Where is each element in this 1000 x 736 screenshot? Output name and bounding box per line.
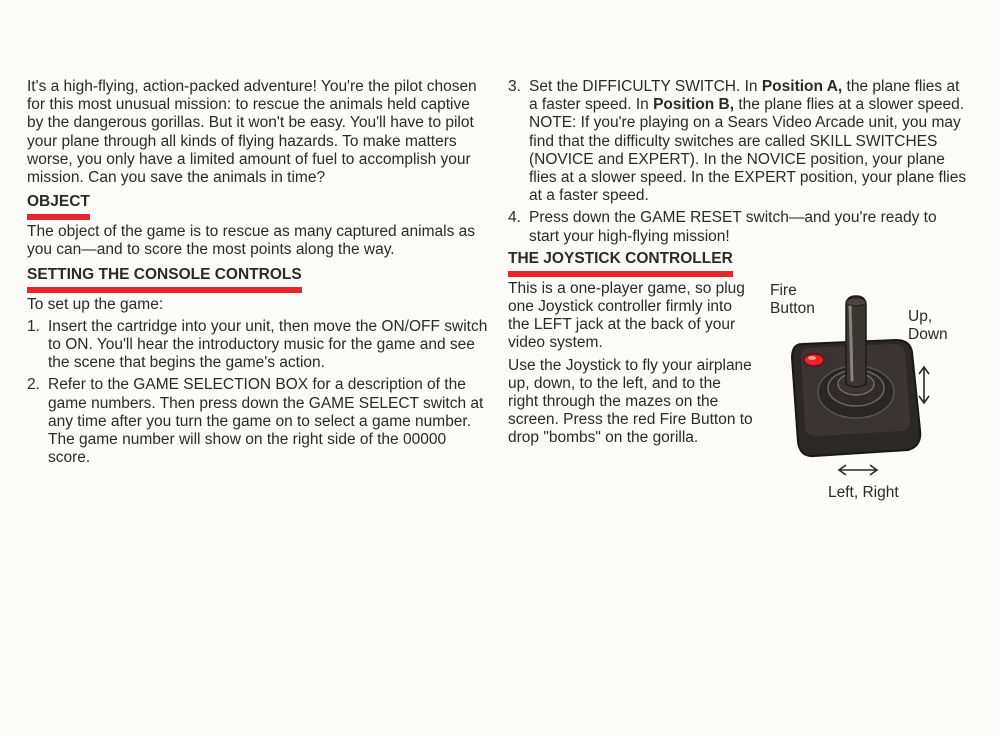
joystick-paragraph-1: This is a one-player game, so plug one Joystick controller firmly into the LEFT jack at the back of your video system. [508,279,745,352]
position-a-label: Position A, [761,78,843,95]
fire-label-line: Button [770,299,815,317]
fire-button-icon [804,354,824,366]
step-number: 3. [508,78,521,95]
object-paragraph: The object of the game is to rescue as many captured animals as you can—and to score the most points along the way. [27,223,476,259]
intro-paragraph: It's a high-flying, action-packed adventure! You're the pilot chosen for this most unusual mission: to rescue the animals held captive by the dangerous gorillas. But it won't be easy. You'll have to pilot your plane through all kinds of flying hazards. To make matters worse, you only have a limited amount of fuel to accomplish your mission. Can you save the animals in time? [27,78,477,187]
joystick-text [508,280,753,448]
step-number: 2. [27,376,40,394]
step-number: 4. [508,209,521,227]
up-down-label-line: Up, [908,307,933,325]
list-item [508,78,970,205]
list-item [27,376,489,467]
step-text: Refer to the GAME SELECTION BOX for a description of the game numbers. Then press down the GAME SELECT switch at any time after you turn the game on to select a game number. The game number will show on the right side of the 00000 score. [48,376,484,467]
left-column [27,78,489,471]
list-item [27,318,489,373]
step-text: Press down the GAME RESET switch—and you're ready to start your high-flying mission! [529,209,937,245]
joystick-illustration [764,280,974,485]
up-down-arrow-icon [919,367,929,403]
list-item [508,209,970,245]
left-right-label: Left, Right [828,483,899,501]
left-right-arrow-icon [839,465,877,475]
fire-label-line: Fire [770,281,797,299]
console-controls-heading: SETTING THE CONSOLE CONTROLS [27,266,302,293]
step-text [529,78,966,204]
up-down-label-line: Down [908,325,948,343]
step-text-part: the plane flies at a faster speed. In [529,78,960,114]
object-heading: OBJECT [27,193,90,220]
step-text-part: the plane flies at a slower speed. NOTE: If you're playing on a Sears Video Arcade unit, you may find that the difficulty switches are called SKILL SWITCHES (NOVICE and EXPERT). In the NOVICE position, your plane flies at a slower speed. In the EXPERT position, your plane flies at a faster speed. [529,96,967,205]
joystick-diagram [764,280,974,505]
console-intro: To set up the game: [27,295,164,313]
joystick-heading: THE JOYSTICK CONTROLLER [508,250,733,277]
step-text-part: Set the DIFFICULTY SWITCH. In [529,78,762,95]
joystick-paragraph-2: Use the Joystick to fly your airplane up, down, to the left, and to the right through the mazes on the screen. Press the red Fire Button to drop "bombs" on the gorilla. [508,356,753,447]
setup-steps-list [27,318,489,468]
setup-steps-list-continued [508,78,970,246]
right-column [508,78,970,501]
joystick-section [508,279,970,501]
step-text: Insert the cartridge into your unit, then move the ON/OFF switch to ON. You'll hear the introductory music for the game and see the scene that begins the game's action. [48,317,488,372]
step-number: 1. [27,317,40,335]
position-b-label: Position B, [653,96,735,114]
